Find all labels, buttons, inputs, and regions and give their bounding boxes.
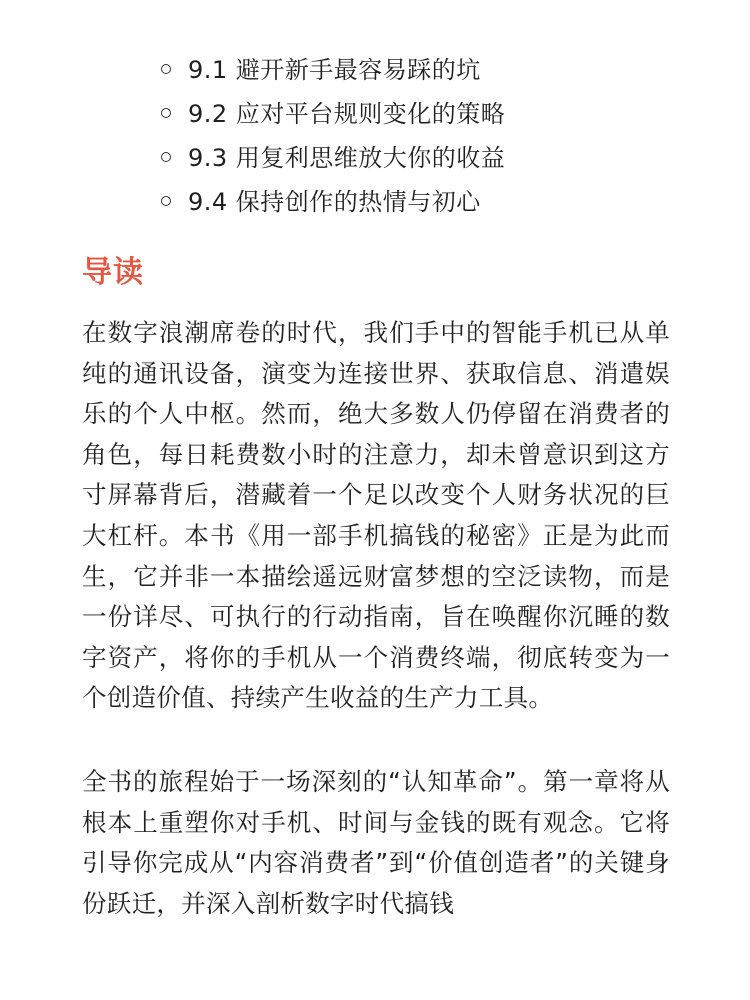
circle-bullet-icon	[161, 196, 171, 206]
toc-item[interactable]	[0, 180, 750, 224]
toc-item-label: 9.2 应对平台规则变化的策略	[188, 100, 506, 128]
toc-item[interactable]	[0, 92, 750, 136]
section-heading: 导读	[82, 255, 144, 290]
toc-list	[0, 48, 750, 224]
body-paragraph: 在数字浪潮席卷的时代，我们手中的智能手机已从单纯的通讯设备，演变为连接世界、获取信息、消遣娱乐的个人中枢。然而，绝大多数人仍停留在消费者的角色，每日耗费数小时的注意力，却未曾意识到这方寸屏幕背后，潜藏着一个足以改变个人财务状况的巨大杠杆。本书《用一部手机搞钱的秘密》正是为此而生，它并非一本描绘遥远财富梦想的空泛读物，而是一份详尽、可执行的行动指南，旨在唤醒你沉睡的数字资产，将你的手机从一个消费终端，彻底转变为一个创造价值、持续产生收益的生产力工具。	[82, 318, 670, 713]
toc-item[interactable]	[0, 136, 750, 180]
toc-item-label: 9.4 保持创作的热情与初心	[188, 188, 481, 216]
toc-item-label: 9.1 避开新手最容易踩的坑	[188, 56, 481, 84]
body-paragraph: 全书的旅程始于一场深刻的“认知革命”。第一章将从根本上重塑你对手机、时间与金钱的既有观念。它将引导你完成从“内容消费者”到“价值创造者”的关键身份跃迁，并深入剖析数字时代搞钱	[82, 767, 670, 918]
circle-bullet-icon	[161, 152, 171, 162]
circle-bullet-icon	[161, 64, 171, 74]
toc-item-label: 9.3 用复利思维放大你的收益	[188, 144, 506, 172]
circle-bullet-icon	[161, 108, 171, 118]
toc-item[interactable]	[0, 48, 750, 92]
